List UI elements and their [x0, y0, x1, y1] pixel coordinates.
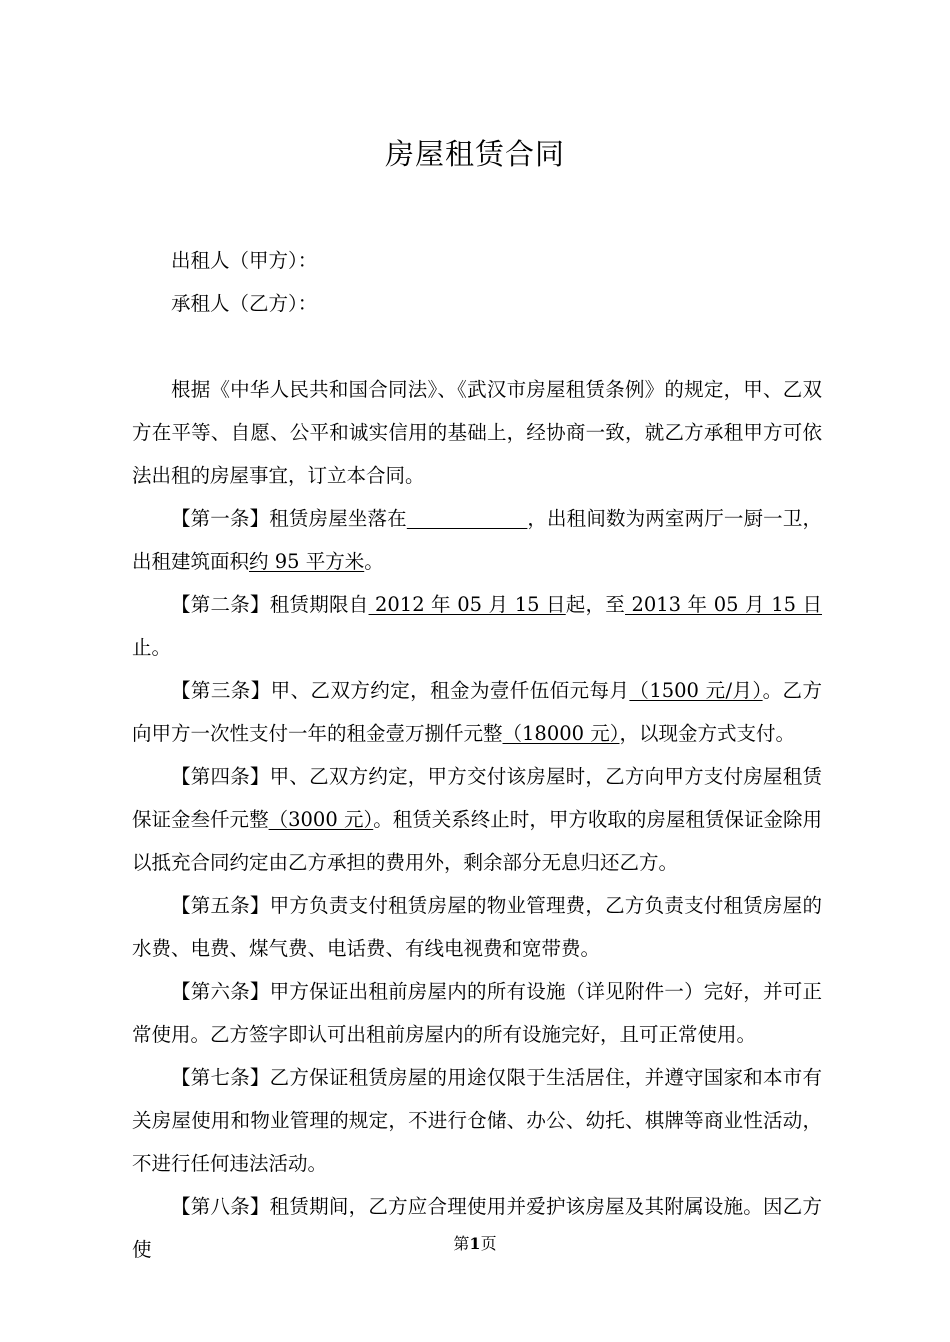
article-3: 【第三条】甲、乙双方约定，租金为壹仟伍佰元每月（1500 元/月）。乙方向甲方一次性支付一年的租金壹万捌仟元整（18000 元），以现金方式支付。: [132, 679, 822, 745]
annual-rent: （18000 元）: [502, 722, 620, 745]
article-label: 【第七条】: [171, 1066, 270, 1089]
article-label: 【第二条】: [171, 593, 270, 616]
lessor-line: 出租人（甲方）：: [171, 249, 318, 272]
article-4: 【第四条】甲、乙双方约定，甲方交付该房屋时，乙方向甲方支付房屋租赁保证金叁仟元整（3000 元）。租赁关系终止时，甲方收取的房屋租赁保证金除用以抵充合同约定由乙方承担的费用外，剩余部分无息归还乙方。: [132, 765, 822, 874]
document-title: 房屋租赁合同: [384, 137, 565, 171]
area-value: 约 95 平方米: [249, 550, 365, 573]
article-label: 【第六条】: [171, 980, 270, 1003]
end-date: 2013 年 05 月 15 日: [625, 593, 822, 616]
article-label: 【第一条】: [171, 507, 270, 530]
article-7: 【第七条】乙方保证租赁房屋的用途仅限于生活居住，并遵守国家和本市有关房屋使用和物业管理的规定，不进行仓储、办公、幼托、棋牌等商业性活动，不进行任何违法活动。: [132, 1066, 822, 1175]
deposit-amount: （3000 元）: [268, 808, 374, 831]
spacer: [132, 325, 822, 368]
article-label: 【第四条】: [171, 765, 270, 788]
page-footer: 第1页: [453, 1234, 497, 1253]
document-body: [132, 239, 822, 1271]
address-blank: [407, 507, 528, 530]
start-date: 2012 年 05 月 15 日: [368, 593, 566, 616]
monthly-rent: （1500 元/月）: [629, 679, 763, 702]
article-2: 【第二条】租赁期限自 2012 年 05 月 15 日起，至 2013 年 05 月 15 日止。: [132, 593, 822, 659]
article-5: 【第五条】甲方负责支付租赁房屋的物业管理费，乙方负责支付租赁房屋的水费、电费、煤气费、电话费、有线电视费和宽带费。: [132, 894, 822, 960]
article-6: 【第六条】甲方保证出租前房屋内的所有设施（详见附件一）完好，并可正常使用。乙方签字即认可出租前房屋内的所有设施完好，且可正常使用。: [132, 980, 822, 1046]
page-number: 1: [469, 1234, 481, 1253]
article-label: 【第三条】: [171, 679, 271, 702]
lessee-line: 承租人（乙方）：: [171, 292, 318, 315]
article-1: 【第一条】租赁房屋坐落在 ，出租间数为两室两厅一厨一卫，出租建筑面积约 95 平方米。: [132, 507, 822, 573]
preamble-paragraph: 根据《中华人民共和国合同法》、《武汉市房屋租赁条例》的规定，甲、乙双方在平等、自愿、公平和诚实信用的基础上，经协商一致，就乙方承租甲方可依法出租的房屋事宜，订立本合同。: [132, 378, 822, 487]
article-label: 【第八条】: [171, 1195, 270, 1218]
article-8: 【第八条】租赁期间，乙方应合理使用并爱护该房屋及其附属设施。因乙方使: [132, 1195, 822, 1261]
article-label: 【第五条】: [171, 894, 270, 917]
